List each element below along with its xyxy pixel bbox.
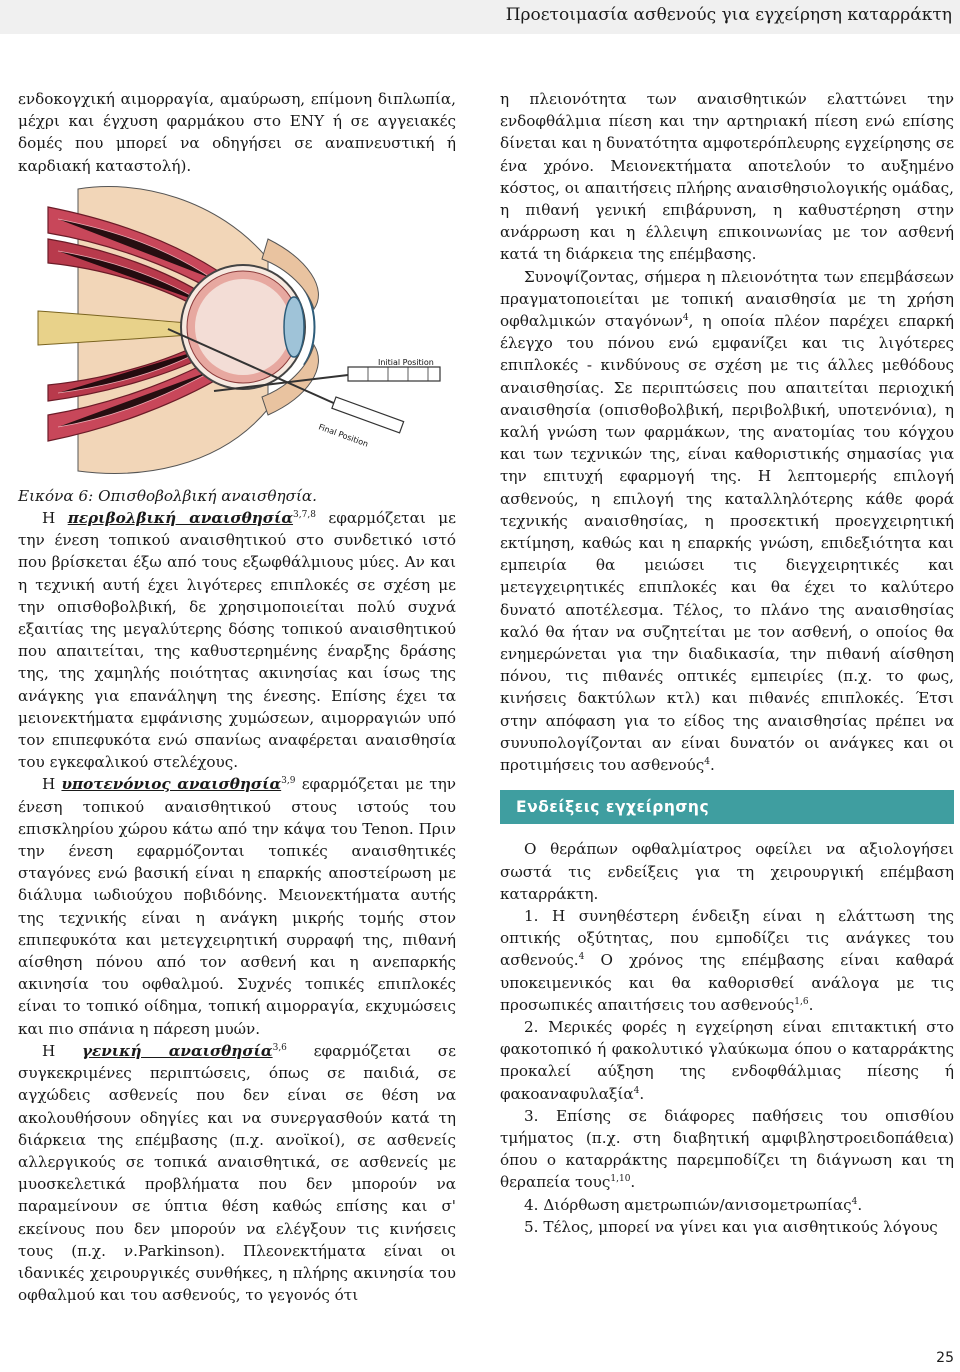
r2-end: . xyxy=(710,756,715,775)
paragraph-intro: ενδοκογχική αιμορραγία, αμαύρωση, επίμονη διπλωπία, μέχρι και έγχυση φαρμάκου στο ΕΝΥ ή σε αγγειακές δομές που μπορεί να οδηγήσει σε αναπνευστική ή καρδιακή καταστολή). xyxy=(18,90,456,175)
p2-text: εφαρμόζεται με την ένεση τοπικού αναισθητικού στους ιστούς του επισκληρίου χώρου κάτω από την κάψα του Tenon. Πριν την ένεση εφαρμόζονται τοπικές αναισθητικές σταγόνες ενώ βασική είναι η επαρκής αποστείρωση με διάλυμα ιωδιούχου ποβιδόνης. Μειονεκτήματα αυτής της τεχνικής είναι η ανάγκη μικρής τομής στον επιπεφυκότα και μετεγχειρητική συρραφή της, πιθανή αίσθηση πόνου από τον ασθενή και η ανεπαρκής ακινησία του οφθαλμού. Συχνές τοπικές επιπλοκές είναι το τοπικό οίδημα, τοπική αιμορραγία, εκχυμώσεις και πιο σπάνια η πάρεση μυών. xyxy=(18,775,456,1038)
ref-sup: 3,9 xyxy=(281,776,296,787)
term-general: γενική αναισθησία xyxy=(81,1041,273,1060)
r2-b: , η οποία πλέον παρέχει επαρκή έλεγχο του πόνου ενώ εμφανίζει και τις λιγότερες επιπλοκές - κινδύνους σε σχέση με τις άλλες μεθόδους αναισθησίας. Σε περιπτώσεις που απαιτείται περιοχική αναισθησία (οπισθοβολβική, περιβολβική, υποτενόνια), η καλή γνώση των φαρμάκων, της ανατομίας του κόγχου και των τεχνικών της, είναι καθοριστικής σημασίας για την επιτυχή εφαρμογή της. Η λεπτομερής επιλογή ασθενούς, η επιλογή της καταλληλότερης κάθε φορά τεχνικής αναισθησίας, η προσεκτική προεγχειρητική εκτίμηση, καθώς και η επαρκής γνώση, επιδεξιότητα και εμπειρία θα μειώσει τις διεγχειρητικές και μετεγχειρητικές επιπλοκές και θα έχει το καλύτερο δυνατό αποτέλεσμα. Τέλος, το πλάνο της αναισθησίας καλό θα ήταν να συζητείται με τον ασθενή, ο οποίος θα ενημερώνεται για την διαδικασία, την πιθανή αίσθηση πόνου, τις πιθανές οπτικές εμπειρίες (π.χ. το φως, κινήσεις δακτύλων κτλ) και πιθανές επιπλοκές. Έτσι στην απόφαση για το είδος της αναισθησίας πρέπει να συνυπολογίζονται αν είναι δυνατόν οι ανάγκες και οι προτιμήσεις του ασθενούς xyxy=(500,312,954,775)
i1-b: Ο χρόνος της επέμβασης είναι καθαρά υποκειμενικός και θα καθορισθεί ανάλογα με τις προσωπικές απαιτήσεις του ασθενούς xyxy=(500,951,954,1014)
list-item: 5. Τέλος, μπορεί να γίνει και για αισθητικούς λόγους xyxy=(524,1217,938,1236)
ref-sup: 4 xyxy=(682,312,689,323)
paragraph-continued: η πλειονότητα των αναισθητικών ελαττώνει την ενδοφθάλμια πίεση και την αρτηριακή πίεση ενώ επίσης δίνεται και η δυνατότητα αμφοτερόπλευρης εγχείρησης σε ένα χρόνο. Μειονεκτήματα αποτελούν το αυξημένο κόστος, οι απαιτήσεις πλήρης αναισθησιολογικής ομάδας, η πιθανή γενική επιβάρυνση, η καθυστέρηση στην ανάρρωση και η έλλειψη επικοινωνίας με τον ασθενή κατά τη διάρκεια της επέμβασης. xyxy=(500,90,954,264)
i3-end: . xyxy=(630,1173,636,1192)
ref-sup: 4 xyxy=(851,1196,858,1207)
list-item xyxy=(500,905,954,1016)
paragraph-indications-intro: Ο θεράπων οφθαλμίατρος οφείλει να αξιολογήσει σωστά τις ενδείξεις για τη χειρουργική επέμβαση καταρράκτη. xyxy=(500,840,954,903)
p3-prefix: Η xyxy=(42,1041,82,1060)
term-subtenon: υποτενόνιος αναισθησία xyxy=(61,775,282,794)
i2-end: . xyxy=(639,1084,645,1103)
list-item xyxy=(500,1016,954,1105)
ref-sup: 4 xyxy=(704,757,710,768)
final-position-label: Final Position xyxy=(317,422,370,449)
ref-sup: 1,6 xyxy=(794,996,809,1007)
figure-caption: Εικόνα 6: Οπισθοβολβική αναισθησία. xyxy=(18,486,317,505)
i3-a: 3. Επίσης σε διάφορες παθήσεις του οπισθίου τμήματος (π.χ. στη διαβητική αμφιβληστροειδοπάθεια) όπου ο καταρράκτης παρεμποδίζει τη διάγνωση και τη θεραπεία τους xyxy=(500,1106,954,1192)
list-item xyxy=(500,1105,954,1194)
list-item xyxy=(500,1194,954,1216)
i4-end: . xyxy=(857,1195,863,1214)
i1-end: . xyxy=(808,995,814,1014)
eye-illustration xyxy=(18,179,456,479)
ref-sup: 1,10 xyxy=(610,1174,631,1185)
paragraph-general xyxy=(18,1040,456,1306)
ref-sup: 3,6 xyxy=(272,1042,287,1053)
section-heading: Ενδείξεις εγχείρησης xyxy=(500,790,954,824)
p1-text: εφαρμόζεται με την ένεση τοπικού αναισθητικού στο συνδετικό ιστό που βρίσκεται έξω από τους εξωφθάλμιους μύες. Αν και η τεχνική αυτή έχει λιγότερες επιπλοκές σε σχέση με την οπισθοβολβική, δε χρησιμοποιείται πολύ συχνά εξαιτίας της μεγαλύτερης δόσης τοπικού αναισθητικού που απαιτείται, της καθυστερημένης έναρξης δράσης της, της χαμηλής ποιότητας ακινησίας και ίσως της ανάγκης για επανάληψη της ένεσης. Επίσης έχει τα μειονεκτήματα εμφάνισης χυμώσεων, αιμορραγιών υπό τον επιπεφυκότα ενώ σπανίως αναφέρεται αναισθησία του εγκεφαλικού στελέχους. xyxy=(18,509,456,772)
ref-sup: 3,7,8 xyxy=(293,509,316,520)
left-column xyxy=(18,88,456,1306)
r2-a: Συνοψίζοντας, σήμερα η πλειονότητα των επεμβάσεων πραγματοποιείται με τοπική αναισθησία με τη χρήση οφθαλμικών σταγόνων xyxy=(500,267,954,331)
i4-a: 4. Διόρθωση αμετρωπιών/ανισομετρωπίας xyxy=(524,1195,852,1214)
running-header: Προετοιμασία ασθενούς για εγχείρηση καταρράκτη xyxy=(505,5,952,25)
ref-sup: 4 xyxy=(633,1085,640,1096)
paragraph-subtenon xyxy=(18,773,456,1039)
term-peribulbar: περιβολβική αναισθησία xyxy=(67,509,294,528)
page-number: 25 xyxy=(936,1350,954,1366)
p3-text: εφαρμόζεται σε συγκεκριμένες περιπτώσεις, όπως σε παιδιά, σε αγχώδεις ασθενείς που δεν είναι σε θέση να ακολουθήσουν οδηγίες και να συνεργασθούν κατά τη διάρκεια της επέμβασης (π.χ. ανοϊκοί), σε ασθενείς αλλεργικούς σε τοπικά αναισθητικά, σε ασθενείς με μυοσκελετικά προβλήματα που δεν μπορούν να παραμείνουν σε ύπτια θέση καθώς επίσης και σ' εκείνους που δεν μπορούν να ελέγξουν τις κινήσεις τους (π.χ. ν.Parkinson). Πλεονεκτήματα είναι οι ιδανικές χειρουργικές συνθήκες, η πλήρης ακινησία του οφθαλμού και του ασθενούς, το γεγονός ότι xyxy=(18,1041,456,1305)
paragraph-peribulbar xyxy=(18,507,456,773)
i1-a: 1. Η συνηθέστερη ένδειξη είναι η ελάττωση της οπτικής οξύτητας, που εμποδίζει τις ανάγκες του ασθενούς. xyxy=(500,906,954,970)
eye-anesthesia-figure xyxy=(18,179,456,479)
initial-position-label: Initial Position xyxy=(378,357,434,367)
right-column xyxy=(500,88,954,1238)
i2-a: 2. Μερικές φορές η εγχείρηση είναι επιτακτική στο φακοτοπικό ή φακολυτικό γλαύκωμα όπου ο καταρράκτης προκαλεί αύξηση της ενδοφθάλμιας πίεσης ή φακοαναφυλαξία xyxy=(500,1017,954,1103)
ref-sup: 4 xyxy=(578,952,585,963)
p2-prefix: Η xyxy=(42,775,62,794)
paragraph-summary xyxy=(500,266,954,777)
p1-prefix: Η xyxy=(42,509,68,528)
